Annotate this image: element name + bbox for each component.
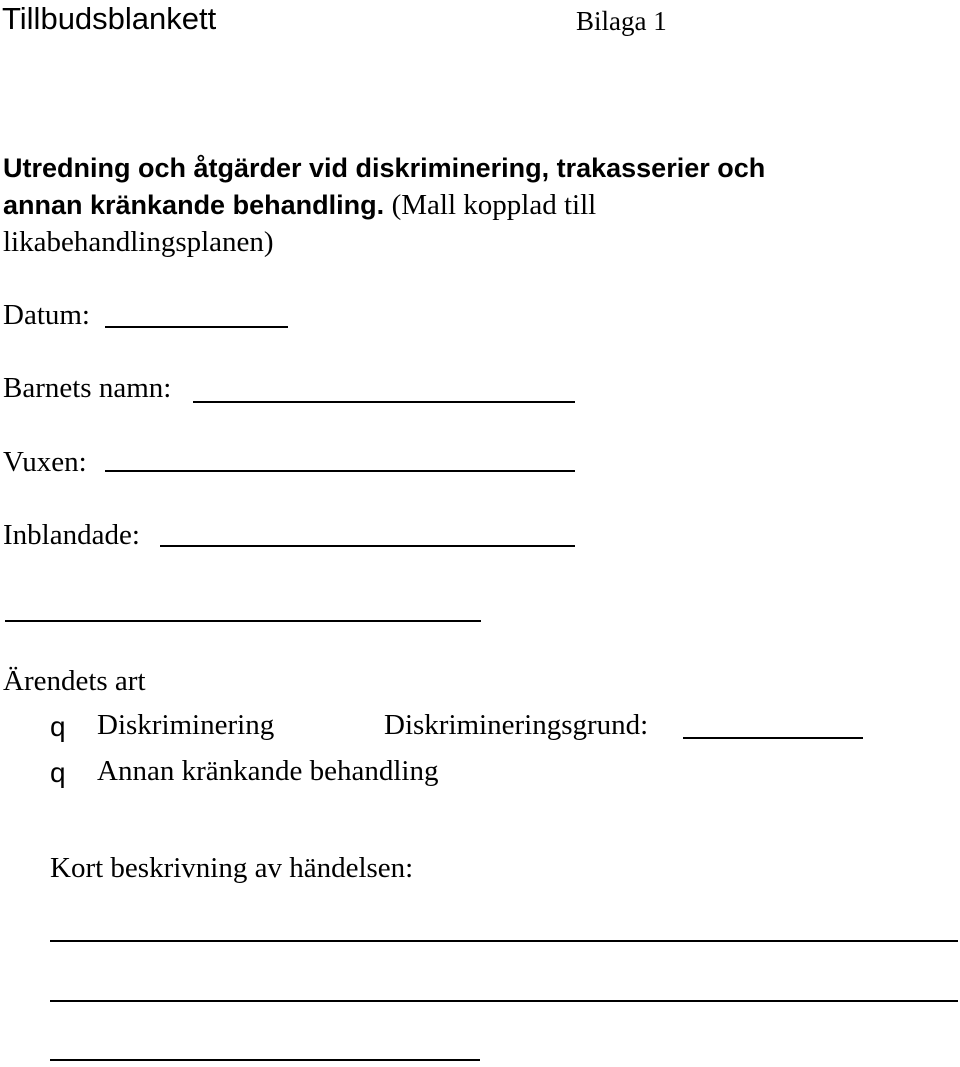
- other-offensive-treatment-label: Annan kränkande behandling: [97, 755, 439, 787]
- description-line-3[interactable]: [50, 1059, 480, 1061]
- adult-input-line[interactable]: [105, 470, 575, 472]
- discrimination-option-label: Diskriminering: [97, 709, 275, 741]
- other-offensive-treatment-checkbox[interactable]: q: [50, 757, 66, 788]
- involved-label: Inblandade:: [3, 519, 140, 551]
- description-line-1[interactable]: [50, 940, 958, 942]
- discrimination-grounds-input-line[interactable]: [683, 737, 863, 739]
- case-type-title: Ärendets art: [3, 665, 146, 697]
- form-heading-line-1: Utredning och åtgärder vid diskriminering, trakasserier och: [3, 153, 766, 183]
- form-heading-bold-part: annan kränkande behandling.: [3, 190, 385, 220]
- date-label: Datum:: [3, 299, 90, 331]
- template-note-continued: likabehandlingsplanen): [3, 226, 274, 258]
- involved-extra-line[interactable]: [5, 620, 481, 622]
- document-title: Tillbudsblankett: [2, 1, 217, 36]
- description-label: Kort beskrivning av händelsen:: [50, 852, 414, 884]
- form-heading: [3, 150, 765, 261]
- child-name-input-line[interactable]: [193, 401, 575, 403]
- template-note: (Mall kopplad till: [391, 189, 597, 221]
- discrimination-grounds-label: Diskrimineringsgrund:: [384, 709, 649, 741]
- discrimination-checkbox[interactable]: q: [50, 711, 66, 742]
- form-heading-line-2: [3, 187, 765, 224]
- involved-input-line[interactable]: [160, 545, 575, 547]
- description-line-2[interactable]: [50, 1000, 958, 1002]
- child-name-label: Barnets namn:: [3, 372, 172, 404]
- appendix-label: Bilaga 1: [576, 6, 667, 36]
- date-input-line[interactable]: [105, 326, 288, 328]
- adult-label: Vuxen:: [3, 446, 87, 478]
